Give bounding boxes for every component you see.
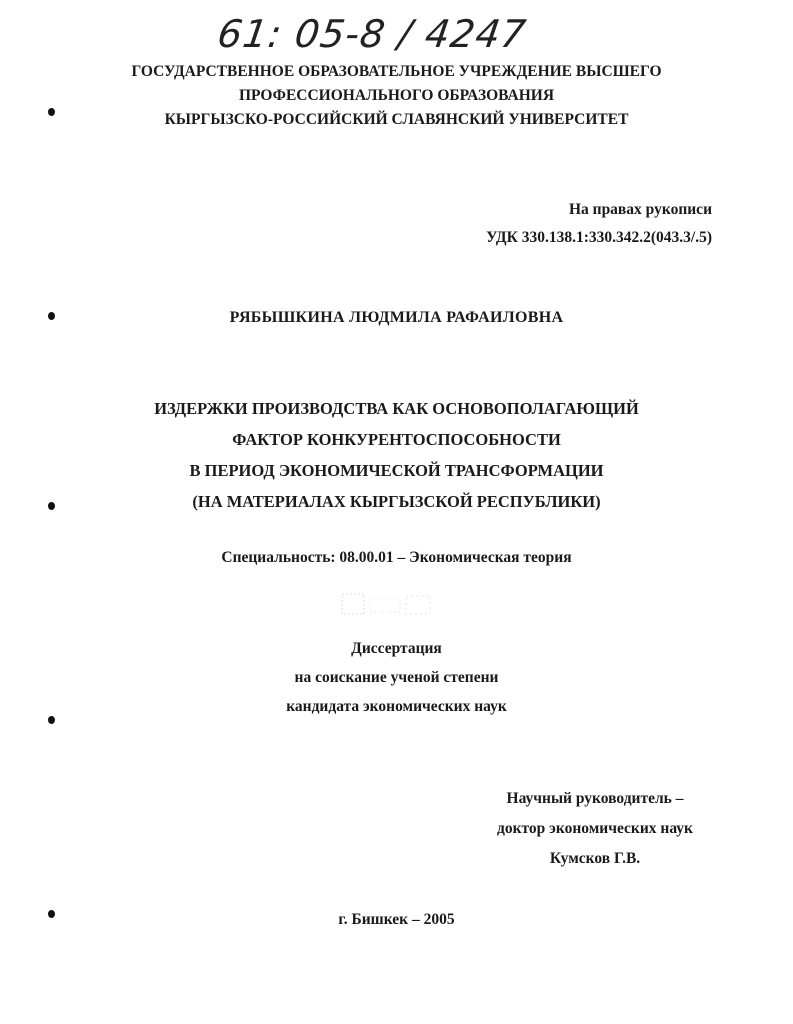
dissertation-line-3: кандидата экономических наук	[286, 698, 507, 715]
institution-line-3: КЫРГЫЗСКО-РОССИЙСКИЙ СЛАВЯНСКИЙ УНИВЕРСИТЕТ	[164, 111, 629, 128]
title-line-4: (НА МАТЕРИАЛАХ КЫРГЫЗСКОЙ РЕСПУБЛИКИ)	[192, 492, 601, 511]
udk-code: УДК 330.138.1:330.342.2(043.3/.5)	[486, 229, 712, 246]
author-name: РЯБЫШКИНА ЛЮДМИЛА РАФАИЛОВНА	[229, 309, 564, 326]
dissertation-title	[0, 393, 793, 517]
title-line-2: ФАКТОР КОНКУРЕНТОСПОСОБНОСТИ	[232, 430, 561, 449]
manuscript-rights: На правах рукописи	[568, 201, 712, 218]
supervisor-line-2: доктор экономических наук	[497, 820, 693, 837]
institution-line-1: ГОСУДАРСТВЕННОЕ ОБРАЗОВАТЕЛЬНОЕ УЧРЕЖДЕНИЕ ВЫСШЕГО	[131, 63, 662, 80]
faint-stamp-mark	[340, 590, 435, 620]
title-line-1: ИЗДЕРЖКИ ПРОИЗВОДСТВА КАК ОСНОВОПОЛАГАЮЩИЙ	[154, 399, 639, 418]
specialty-line: Специальность: 08.00.01 – Экономическая теория	[221, 549, 572, 566]
supervisor-line-3: Кумсков Г.В.	[549, 850, 641, 867]
supervisor-line-1: Научный руководитель –	[506, 790, 684, 807]
supervisor-block	[420, 784, 770, 874]
rights-block	[430, 196, 712, 252]
dissertation-line-1: Диссертация	[351, 640, 442, 657]
institution-line-2: ПРОФЕССИОНАЛЬНОГО ОБРАЗОВАНИЯ	[238, 87, 555, 104]
handwritten-catalog-number: 61: 05-8 / 4247	[214, 12, 530, 56]
institution-header	[0, 60, 793, 132]
dissertation-line-2: на соискание ученой степени	[294, 669, 499, 686]
city-year: г. Бишкек – 2005	[338, 911, 455, 928]
title-line-3: В ПЕРИОД ЭКОНОМИЧЕСКОЙ ТРАНСФОРМАЦИИ	[189, 461, 604, 480]
dissertation-block	[0, 634, 793, 721]
